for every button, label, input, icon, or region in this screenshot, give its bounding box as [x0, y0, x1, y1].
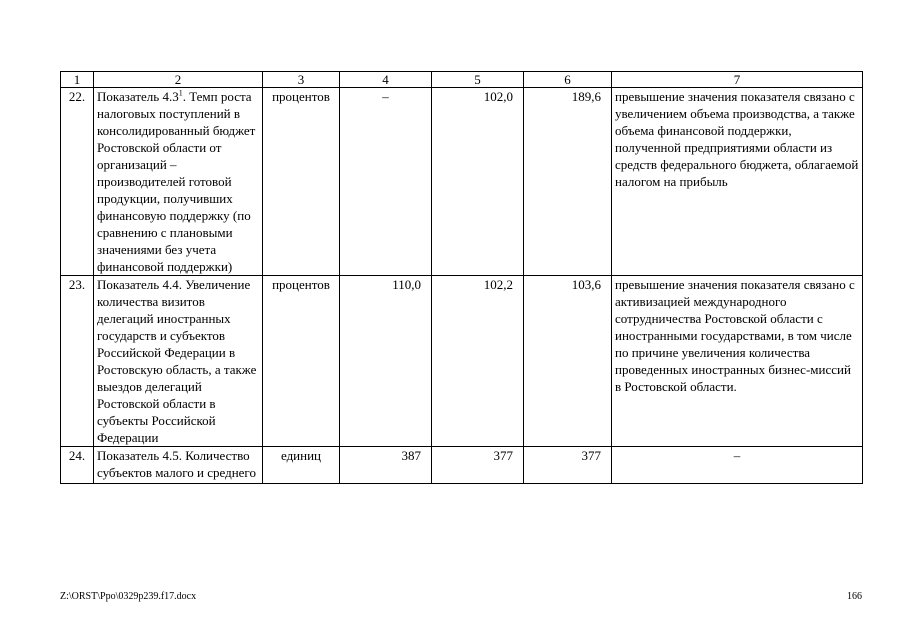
value-col6: 377: [524, 447, 612, 484]
indicator-title-main: Показатель 4.3: [97, 89, 179, 104]
indicator-title-rest: . Темп роста налоговых поступлений в консолидированный бюджет Ростовской области от организаций – производителей готовой продукции, получивших финансовую поддержку (по сравнению с плановыми значениями без учета финансовой поддержки): [97, 89, 256, 274]
footer-file-path: Z:\ORST\Ppo\0329p239.f17.docx: [60, 591, 197, 602]
table-row: [61, 447, 863, 484]
indicator-title: [94, 447, 263, 484]
unit: единиц: [263, 447, 340, 484]
table-row: [61, 276, 863, 447]
note: превышение значения показателя связано с активизацией международного сотрудничества Ростовской области с иностранными государствами, в том числе по причине увеличения количества проведенных иностранных бизнес-миссий в Ростовской области.: [612, 276, 863, 447]
value-col4: 387: [340, 447, 432, 484]
col-header-5: 5: [432, 72, 524, 88]
value-col5: 377: [432, 447, 524, 484]
col-header-4: 4: [340, 72, 432, 88]
row-number: 24.: [61, 447, 94, 484]
value-col4: –: [340, 88, 432, 276]
table-row: [61, 88, 863, 276]
value-col5: 102,0: [432, 88, 524, 276]
col-header-1: 1: [61, 72, 94, 88]
indicator-title: [94, 88, 263, 276]
value-col6: 103,6: [524, 276, 612, 447]
value-col6: 189,6: [524, 88, 612, 276]
footer-page-number: 166: [847, 591, 862, 602]
col-header-3: 3: [263, 72, 340, 88]
col-header-7: 7: [612, 72, 863, 88]
col-header-6: 6: [524, 72, 612, 88]
value-col4: 110,0: [340, 276, 432, 447]
indicator-title-sup: 1: [178, 88, 183, 98]
row-number: 22.: [61, 88, 94, 276]
header-row: [61, 72, 863, 88]
value-col5: 102,2: [432, 276, 524, 447]
report-table: [60, 71, 863, 484]
col-header-2: 2: [94, 72, 263, 88]
indicator-title: Показатель 4.4. Увеличение количества визитов делегаций иностранных государств и субъектов Российской Федерации в Ростовскую область, а также выездов делегаций Ростовской области в субъекты Российской Федерации: [94, 276, 263, 447]
indicator-title-text: Показатель 4.5. Количество субъектов малого и среднего: [97, 448, 256, 480]
unit: процентов: [263, 88, 340, 276]
row-number: 23.: [61, 276, 94, 447]
note: –: [612, 447, 863, 484]
note: превышение значения показателя связано с увеличением объема производства, а также объема финансовой поддержки, полученной предприятиями области из средств федерального бюджета, облагаемой налогом на прибыль: [612, 88, 863, 276]
unit: процентов: [263, 276, 340, 447]
